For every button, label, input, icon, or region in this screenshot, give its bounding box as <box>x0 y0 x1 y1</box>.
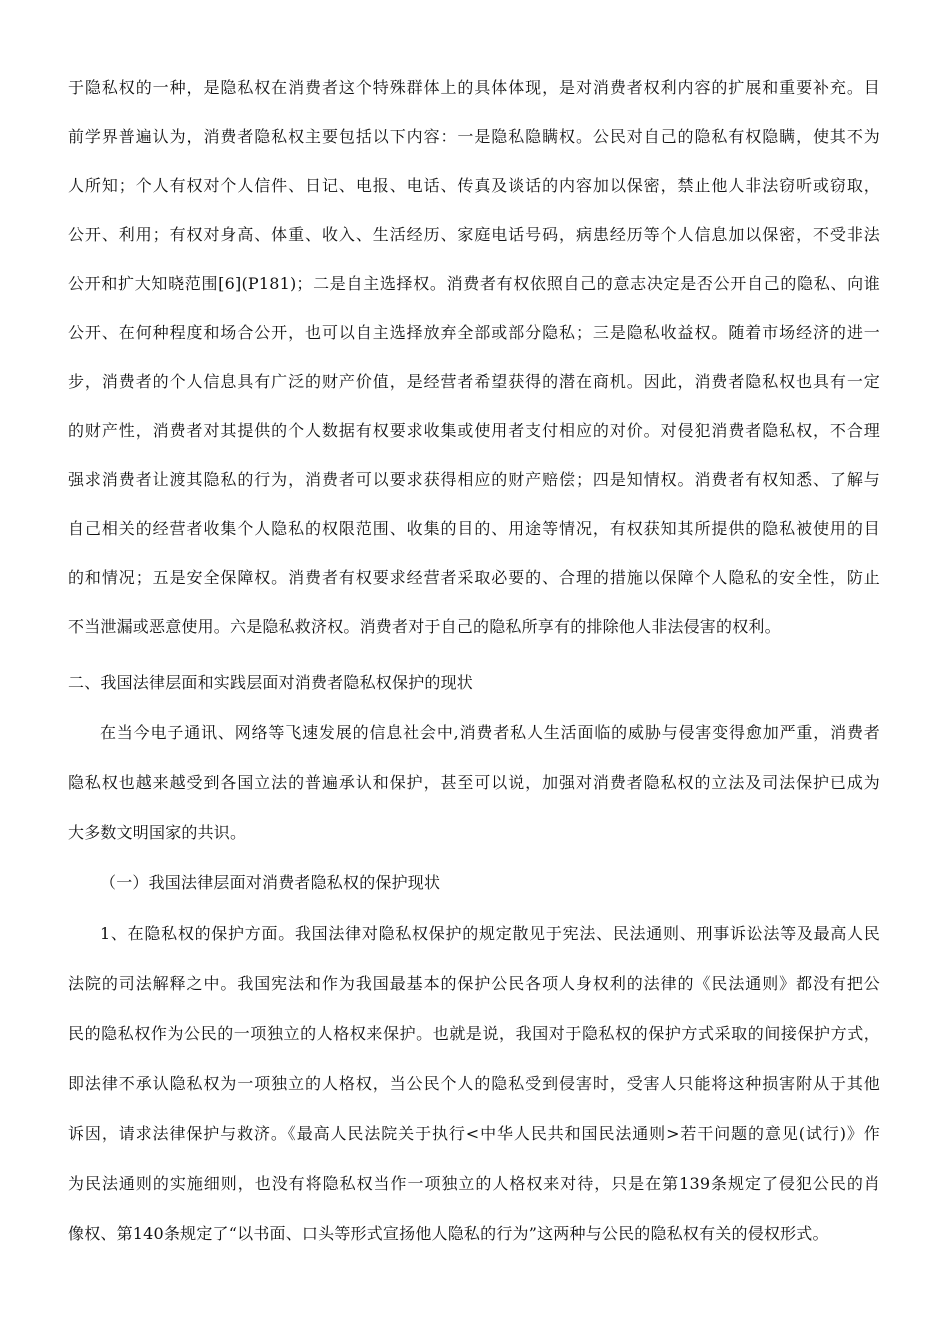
body-text-line: 诉因，请求法律保护与救济。《最高人民法院关于执行<中华人民共和国民法通则>若干问题的意见(试行)》作 <box>68 1124 880 1143</box>
body-text-line: 的和情况；五是安全保障权。消费者有权要求经营者采取必要的、合理的措施以保障个人隐私的安全性，防止 <box>68 568 880 587</box>
body-text-line: 公开、在何种程度和场合公开，也可以自主选择放弃全部或部分隐私；三是隐私收益权。随着市场经济的进一 <box>68 323 880 342</box>
body-text-line: 前学界普遍认为，消费者隐私权主要包括以下内容：一是隐私隐瞒权。公民对自己的隐私有权隐瞒，使其不为 <box>68 127 880 146</box>
body-text-line: 为民法通则的实施细则，也没有将隐私权当作一项独立的人格权来对待，只是在第139条规定了侵犯公民的肖 <box>68 1174 880 1193</box>
subsection-heading: （一）我国法律层面对消费者隐私权的保护现状 <box>100 873 441 892</box>
body-text-line: 于隐私权的一种，是隐私权在消费者这个特殊群体上的具体体现，是对消费者权利内容的扩展和重要补充。目 <box>68 78 880 97</box>
body-text-line: 强求消费者让渡其隐私的行为，消费者可以要求获得相应的财产赔偿；四是知情权。消费者有权知悉、了解与 <box>68 470 880 489</box>
body-text-line: 隐私权也越来越受到各国立法的普遍承认和保护，甚至可以说，加强对消费者隐私权的立法及司法保护已成为 <box>68 773 880 792</box>
body-text-line: 1、在隐私权的保护方面。我国法律对隐私权保护的规定散见于宪法、民法通则、刑事诉讼法等及最高人民 <box>100 924 880 943</box>
body-text-line: 法院的司法解释之中。我国宪法和作为我国最基本的保护公民各项人身权利的法律的《民法通则》都没有把公 <box>68 974 880 993</box>
body-text-line: 自己相关的经营者收集个人隐私的权限范围、收集的目的、用途等情况，有权获知其所提供的隐私被使用的目 <box>68 519 880 538</box>
body-text-line: 即法律不承认隐私权为一项独立的人格权，当公民个人的隐私受到侵害时，受害人只能将这种损害附从于其他 <box>68 1074 880 1093</box>
body-text-line: 公开和扩大知晓范围[6](P181)；二是自主选择权。消费者有权依照自己的意志决定是否公开自己的隐私、向谁 <box>68 274 880 293</box>
body-text-line: 步，消费者的个人信息具有广泛的财产价值，是经营者希望获得的潜在商机。因此，消费者隐私权也具有一定 <box>68 372 880 391</box>
body-text-line: 在当今电子通讯、网络等飞速发展的信息社会中,消费者私人生活面临的威胁与侵害变得愈加严重，消费者 <box>100 723 880 742</box>
body-text-line: 不当泄漏或恶意使用。六是隐私救济权。消费者对于自己的隐私所享有的排除他人非法侵害的权利。 <box>68 617 781 636</box>
body-text-line: 的财产性，消费者对其提供的个人数据有权要求收集或使用者支付相应的对价。对侵犯消费者隐私权，不合理 <box>68 421 880 440</box>
section-heading: 二、我国法律层面和实践层面对消费者隐私权保护的现状 <box>68 673 474 692</box>
body-text-line: 人所知；个人有权对个人信件、日记、电报、电话、传真及谈话的内容加以保密，禁止他人非法窃听或窃取， <box>68 176 880 195</box>
body-text-line: 像权、第140条规定了“以书面、口头等形式宣扬他人隐私的行为”这两种与公民的隐私权有关的侵权形式。 <box>68 1224 829 1243</box>
body-text-line: 民的隐私权作为公民的一项独立的人格权来保护。也就是说，我国对于隐私权的保护方式采取的间接保护方式， <box>68 1024 880 1043</box>
body-text-line: 公开、利用；有权对身高、体重、收入、生活经历、家庭电话号码，病患经历等个人信息加以保密，不受非法 <box>68 225 880 244</box>
body-text-line: 大多数文明国家的共识。 <box>68 823 247 842</box>
